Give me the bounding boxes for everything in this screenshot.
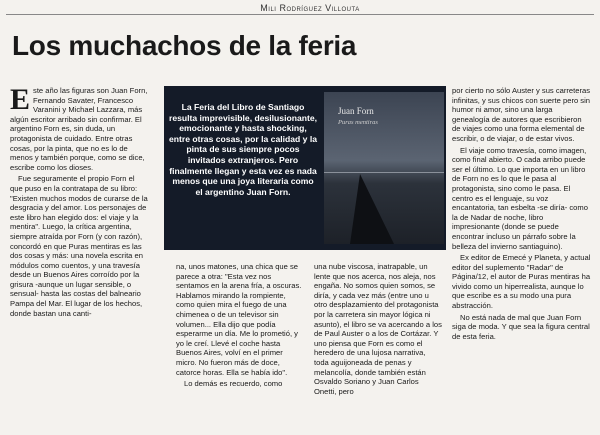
pull-quote: La Feria del Libro de Santiago resulta imprevisible, desilusionante, emocionante y hasta shocking, entre otras cosas, por la calidad y la pinta de sus siempre pocos invitados extranjeros. Pero finalmente llegan y esta vez es nada menos que una joya literaria como el argentino Juan Forn. — [168, 102, 318, 197]
article-title: Los muchachos de la feria — [12, 30, 357, 61]
drop-cap: E — [10, 86, 31, 116]
book-cover-image — [324, 92, 444, 244]
column-3 — [314, 262, 442, 434]
feature-box — [164, 86, 446, 250]
column-1 — [10, 86, 148, 434]
byline: Mili Rodríguez Villouta — [260, 3, 360, 13]
paragraph: El viaje como travesía, como imagen, como final abierto. O cada arribo puede ser el último. Lo que importa en un libro de Forn no es lo que le pasa al protagonista, sino como le pasa. El centro es el lenguaje, su voz encantatoria, tan esbelta -se diría- como la de Nadar de noche, libro impresionante (donde se puede encontrar incluso un párrafo sobre la belleza del invierno santiaguino). — [452, 145, 588, 251]
paragraph: Este año las figuras son Juan Forn, Fernando Savater, Francesco Varanini y Michael Lazzara, más algún escritor arribado sin confirmar. El argentino Forn es, sin duda, un protagonista de cuidado. Entre otras cosas, por la pinta, que no es lo de menos y también porque, como se dice, escribe como los dioses. — [10, 86, 148, 172]
paragraph: Lo demás es recuerdo, como — [184, 379, 283, 389]
column-4 — [452, 86, 592, 434]
paragraph: una nube viscosa, inatrapable, un lente que nos acerca, nos aleja, nos engaña. No somos quien somos, se diría, y cada vez más (entre uno u otro desplazamiento del protagonista por la carretera sin mayor lógica ni asunto), el libro se va acercando a los de Paul Auster o a los de Cortázar. Y uno piensa que Forn es como el heredero de una lujosa narrativa, toda aguijoneada de penas y melancolía, donde también están Osvaldo Soriano y Juan Carlos Onetti, pero — [314, 262, 442, 396]
paragraph: No está nada de mal que Juan Forn siga de moda. Y que sea la figura central de esta feria. — [452, 312, 590, 341]
header-rule — [6, 14, 594, 15]
paragraph: Fue seguramente el propio Forn el que puso en la contratapa de su libro: "Existen muchos modos de curarse de la desgracia y del amor. Los personajes de este libro han elegido dos: el viaje y la mentira". Luego, la crítica argentina, siempre atraída por Forn (y con razón), concordó en que Puras mentiras es las dos cosas y más: una novela escrita en módulos como cuentos, y una travesía desde un Buenos Aires corroído por la grisura -aunque un lugar sensible, o sensual- hasta las costas del balneario Pampa del Mar. El lugar de los hechos, donde bastan una canti- — [10, 174, 148, 318]
horizon-line — [324, 172, 444, 173]
paragraph: por cierto no sólo Auster y sus carreteras infinitas, y sus chicos con suerte pero sin humor ni amor, sino una larga genealogía de autores que escribieron de viajes como una forma elemental de escribir, o de viajar, o de estar vivos. — [452, 86, 591, 143]
book-author: Juan Forn — [338, 106, 374, 116]
paragraph: Ex editor de Emecé y Planeta, y actual editor del suplemento "Radar" de Página/12, el autor de Puras mentiras ha vivido como un hiperrealista, aunque lo que escribe es a su modo una pura abstracción. — [452, 253, 591, 311]
pier-shape — [350, 174, 394, 244]
paragraph: na, unos matones, una chica que se parece a otra: "Esta vez nos sentamos en la arena fría, a oscuras. Hablamos mirando la rompiente, como quien mira el fuego de una chimenea o de un televisor sin volumen... Ella dijo que podía esperarme un día. Me lo prometió, y yo le creí. Llevé el coche hasta Buenos Aires, volví en el primer micro. No fueron más de doce, catorce horas. Ella se había ido". — [176, 262, 302, 377]
column-2 — [176, 262, 304, 434]
book-title: Puras mentiras — [338, 119, 378, 126]
